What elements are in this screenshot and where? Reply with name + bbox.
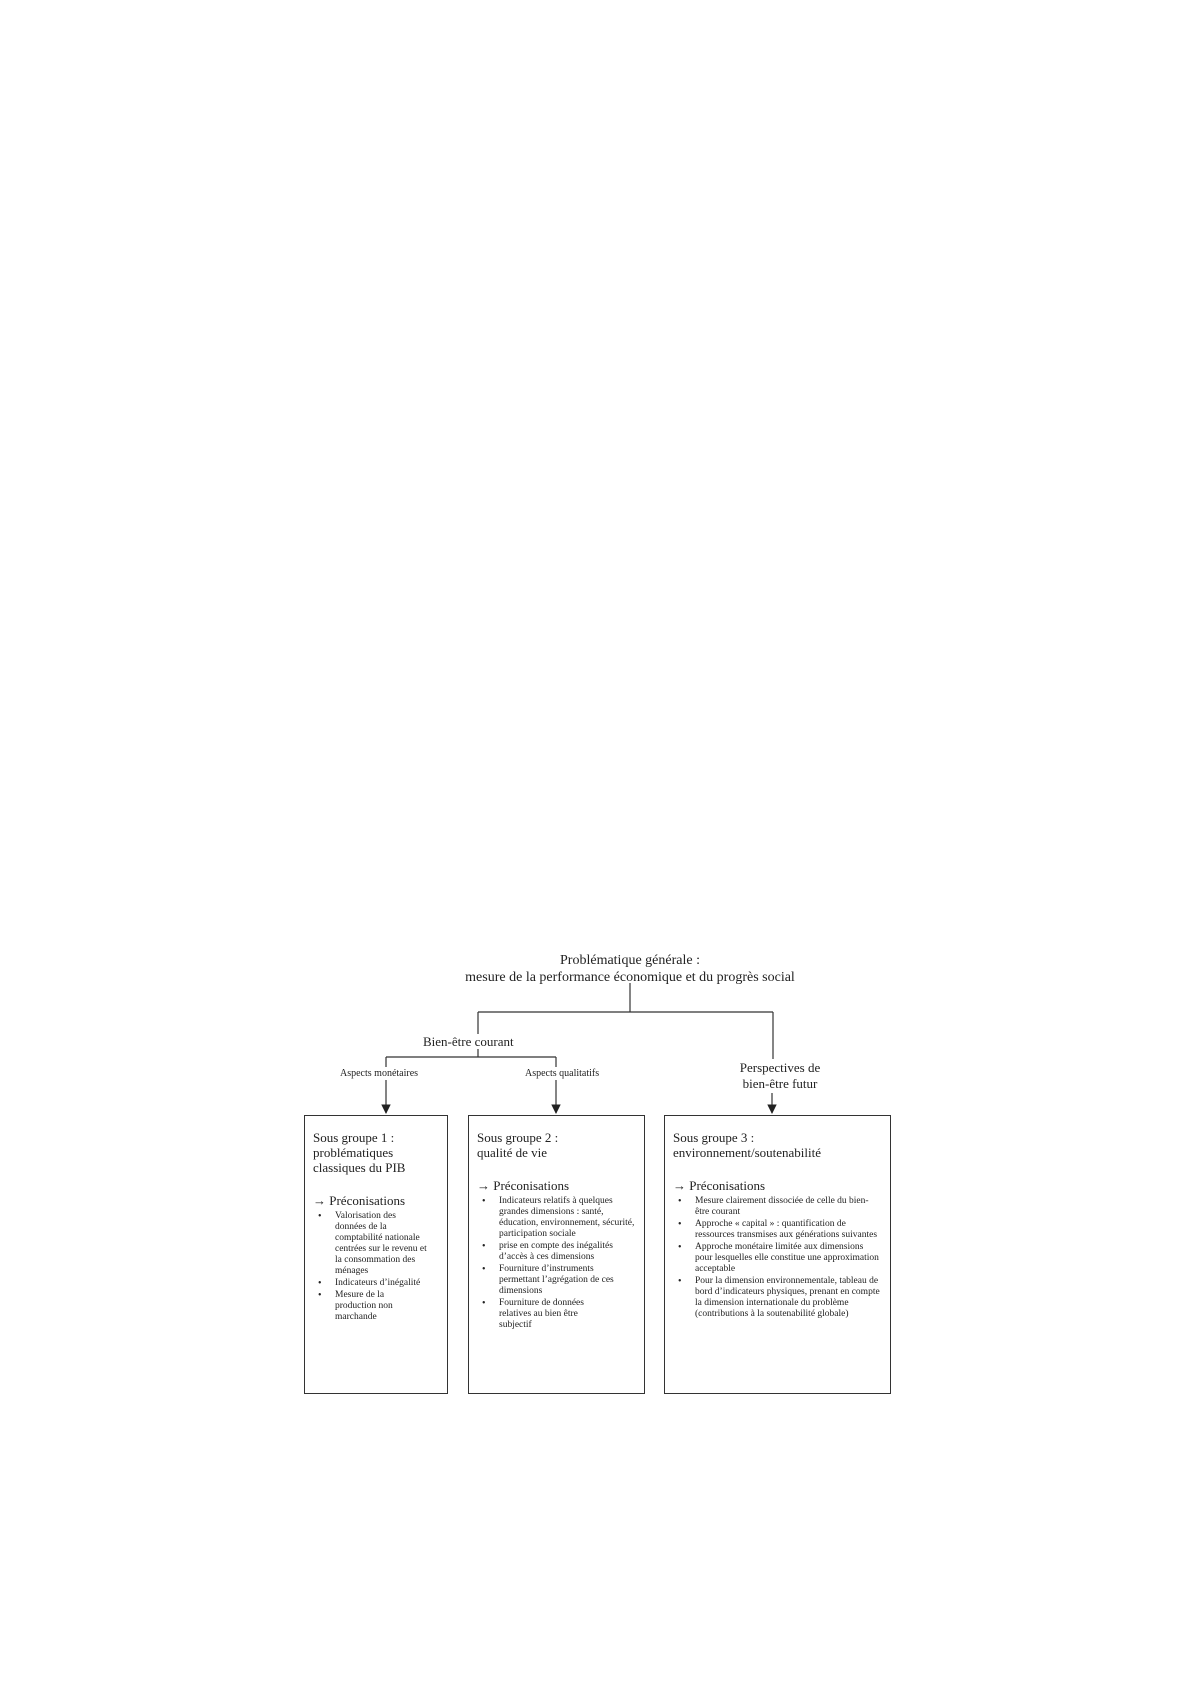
list-item: • Valorisation des données de la comptabilité nationale centrées sur le revenu et la consommation des ménages [313, 1211, 439, 1277]
diagram-title-line1: Problématique générale : [560, 953, 700, 968]
list-item: • Pour la dimension environnementale, tableau de bord d’indicateurs physiques, prenant en compte la dimension internationale du problème (contributions à la soutenabilité globale) [673, 1276, 882, 1320]
arrow-right-icon: → [673, 1178, 686, 1193]
diagram-title-line2: mesure de la performance économique et du progrès social [465, 970, 795, 985]
branch-monetary-label: Aspects monétaires [340, 1068, 419, 1079]
list-item: • Approche « capital » : quantification de ressources transmises aux générations suivantes [673, 1219, 882, 1241]
list-item: • Indicateurs d’inégalité [313, 1278, 439, 1289]
arrow-right-icon: → [313, 1193, 326, 1208]
list-item: • Approche monétaire limitée aux dimensions pour lesquelles elle constitue une approximation acceptable [673, 1242, 882, 1275]
subgroup-1-precon: → Préconisations [313, 1193, 406, 1208]
list-item: • Fourniture d’instruments permettant l’agrégation de ces dimensions [477, 1264, 636, 1297]
subgroup-3-precon: → Préconisations [673, 1178, 766, 1193]
branch-future-line2: bien-être futur [742, 1076, 818, 1091]
list-item: • prise en compte des inégalités d’accès à ces dimensions [477, 1241, 636, 1263]
branch-current-label: Bien-être courant [423, 1034, 514, 1049]
subgroup-2-title: Sous groupe 2 : qualité de vie [477, 1130, 559, 1160]
subgroup-1-title: Sous groupe 1 : problématiques classiques du PIB [313, 1130, 406, 1175]
subgroup-3-title: Sous groupe 3 : environnement/soutenabilité [673, 1130, 822, 1160]
list-item: • Mesure de la production non marchande [313, 1290, 439, 1323]
subgroup-box-3 [664, 1115, 891, 1394]
arrow-right-icon: → [477, 1178, 490, 1193]
subgroup-2-list [477, 1196, 636, 1331]
list-item: • Fourniture de données relatives au bien être subjectif [477, 1298, 636, 1331]
branch-qualitative-label: Aspects qualitatifs [525, 1068, 600, 1079]
list-item: • Mesure clairement dissociée de celle du bien-être courant [673, 1196, 882, 1218]
subgroup-2-precon: → Préconisations [477, 1178, 570, 1193]
branch-future-line1: Perspectives de [739, 1060, 821, 1075]
subgroup-3-list [673, 1196, 882, 1320]
subgroup-box-2 [468, 1115, 645, 1394]
subgroup-box-1 [304, 1115, 448, 1394]
subgroup-1-list [313, 1211, 439, 1323]
list-item: • Indicateurs relatifs à quelques grandes dimensions : santé, éducation, environnement, sécurité, participation sociale [477, 1196, 636, 1240]
